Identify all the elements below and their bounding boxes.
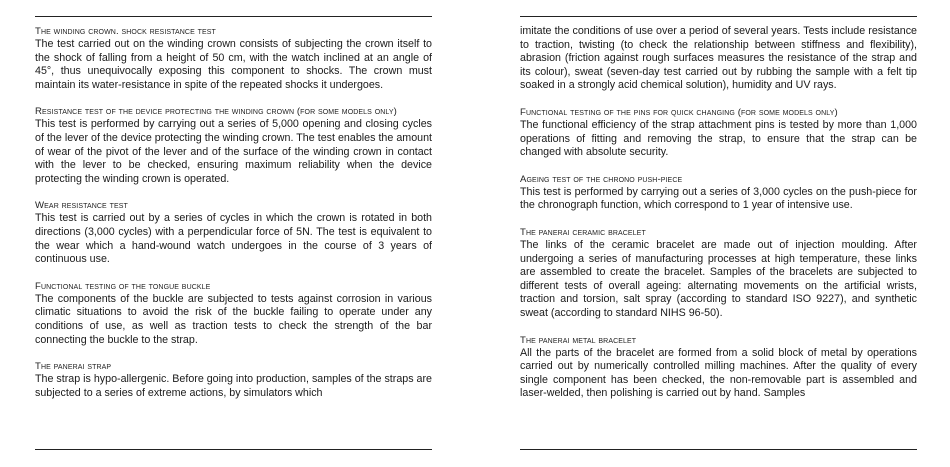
section-panerai-strap bbox=[35, 360, 432, 400]
section-heading: Resistance test of the device protecting the winding crown (for some models only) bbox=[35, 106, 397, 118]
section-heading: Functional testing of the tongue buckle bbox=[35, 280, 211, 292]
section-crown-shock-test bbox=[35, 25, 432, 92]
section-crown-protector-test bbox=[35, 105, 432, 186]
section-strap-continuation bbox=[520, 25, 917, 93]
section-chrono-pushpiece-test bbox=[520, 173, 917, 213]
section-body: This test is performed by carrying out a series of 5,000 opening and closing cycles of the lever of the device protecting the winding crown. The test enables the amount of wear of the pivot of the lever and of the surface of the winding crown in contact with the lever to be checked, ensuring maximum reliability when the device protecting the winding crown is operated. bbox=[35, 118, 432, 185]
section-wear-resistance-test bbox=[35, 199, 432, 266]
section-body: This test is carried out by a series of cycles in which the crown is rotated in both directions (3,000 cycles) with a perpendicular force of 5N. The test is equivalent to the wear which a hand-wound watch undergoes in the course of 3 years of continuous use. bbox=[35, 212, 432, 266]
section-quick-change-pins-test bbox=[520, 106, 917, 160]
section-heading: The winding crown. shock resistance test bbox=[35, 26, 216, 37]
right-page bbox=[520, 16, 917, 450]
right-page-content bbox=[520, 17, 917, 401]
continuation-text: imitate the conditions of use over a period of several years. Tests include resistance to traction, twisting (to check the relationship between stiffness and flexibility), abrasion (friction against rough surfaces measures the resistance of the strap and its colour), sweat (seven-day test carried out by rubbing the sample with a felt tip soaked in a strongly acid chemical solution), humidity and UV rays. bbox=[520, 25, 917, 92]
left-page bbox=[35, 16, 432, 450]
section-tongue-buckle-test bbox=[35, 280, 432, 347]
section-heading: The panerai strap bbox=[35, 361, 112, 373]
section-heading: Wear resistance test bbox=[35, 200, 128, 212]
section-heading: Functional testing of the pins for quick changing (for some models only) bbox=[520, 106, 838, 118]
section-body: The test carried out on the winding crown consists of subjecting the crown itself to the shock of falling from a height of 50 cm, with the watch inclined at an angle of 45°, thus unequivocally exposing this component to shocks. The crown must maintain its water-resistance in spite of the repeated shocks it undergoes. bbox=[35, 38, 432, 91]
section-body: This test is performed by carrying out a series of 3,000 cycles on the push-piece for the chronograph function, which correspond to 1 year of intensive use. bbox=[520, 185, 917, 212]
section-body: The functional efficiency of the strap attachment pins is tested by more than 1,000 operations of fitting and removing the strap, to ensure that the strap can be changed with absolute security. bbox=[520, 118, 917, 159]
section-metal-bracelet bbox=[520, 334, 917, 401]
section-body: The strap is hypo-allergenic. Before going into production, samples of the straps are subjected to a series of extreme actions, by simulators which bbox=[35, 373, 432, 399]
section-heading: The panerai metal bracelet bbox=[520, 334, 637, 346]
section-body: The components of the buckle are subjected to tests against corrosion in various climatic situations to avoid the risk of the buckle failing to operate under any conditions of use, as well as traction tests to check the strength of the bar connecting the buckle to the strap. bbox=[35, 292, 432, 346]
left-page-content bbox=[35, 17, 432, 400]
section-heading: The panerai ceramic bracelet bbox=[520, 226, 646, 238]
section-body: All the parts of the bracelet are formed from a solid block of metal by operations carried out by numerically controlled milling machines. After the quality of every single component has been checked, the non-removable part is assembled and laser-welded, then polishing is carried out by hand. Samples bbox=[520, 346, 917, 400]
section-body: The links of the ceramic bracelet are made out of injection moulding. After undergoing a series of manufacturing processes at high temperature, these links are assembled to create the bracelet. Samples of the bracelets are subjected to different tests of overall ageing: alternating movements on the artificial wrists, traction and torsion, salt spray (according to standard ISO 9227), and synthetic sweat (according to standard NIHS 96-50). bbox=[520, 238, 917, 319]
section-heading: Ageing test of the chrono push-piece bbox=[520, 173, 683, 185]
section-ceramic-bracelet bbox=[520, 226, 917, 321]
